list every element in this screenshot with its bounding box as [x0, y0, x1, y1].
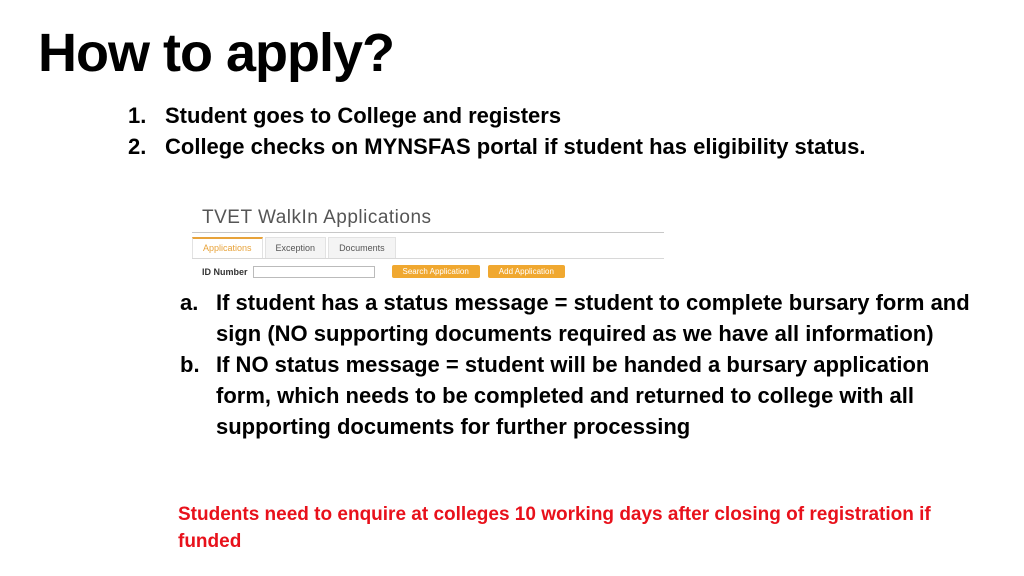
add-application-button[interactable]: Add Application [488, 265, 565, 278]
page-title: How to apply? [38, 23, 394, 83]
portal-divider [192, 232, 664, 233]
portal-title: TVET WalkIn Applications [202, 207, 432, 228]
step-text: Student goes to College and registers [165, 103, 562, 128]
funding-note: Students need to enquire at colleges 10 working days after closing of registration if funded [178, 504, 931, 552]
step-text: College checks on MYNSFAS portal if student has eligibility status. [165, 134, 866, 159]
step-item [128, 131, 928, 162]
substep-text: If student has a status message = student to complete bursary form and sign (NO supporting documents required as we have all information) [216, 290, 970, 346]
tab-exception[interactable]: Exception [265, 237, 327, 258]
search-row [202, 265, 573, 278]
id-number-label: ID Number [202, 266, 248, 277]
search-application-button[interactable]: Search Application [392, 265, 480, 278]
step-number: 1. [128, 103, 147, 128]
step-number: 2. [128, 134, 147, 159]
steps-list [128, 100, 928, 162]
tab-documents[interactable]: Documents [328, 237, 396, 258]
substep-item [180, 349, 970, 442]
portal-tabs [192, 237, 664, 259]
id-number-input[interactable] [253, 266, 375, 278]
tab-applications[interactable]: Applications [192, 237, 263, 258]
substep-letter: b. [180, 352, 200, 377]
substep-item [180, 287, 970, 349]
substep-text: If NO status message = student will be handed a bursary application form, which needs to be completed and returned to college with all supporting documents for further processing [216, 352, 930, 439]
step-item [128, 100, 928, 131]
portal-screenshot [192, 203, 666, 283]
substep-letter: a. [180, 290, 199, 315]
substeps-list [180, 287, 970, 442]
